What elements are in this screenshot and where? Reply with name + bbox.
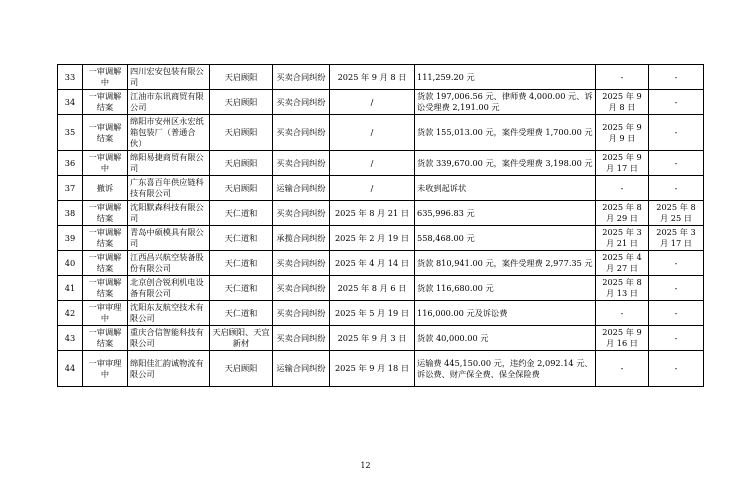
- filing-date: /: [330, 115, 415, 151]
- counterparty: 四川宏安包装有限公司: [128, 65, 210, 90]
- company-party: 天仁道和: [210, 226, 273, 251]
- case-status: 一审审理中: [83, 301, 128, 326]
- case-status: 一审审理中: [83, 351, 128, 387]
- company-party: 天启顾阳: [210, 151, 273, 176]
- counterparty: 绵阳易捷商贸有限公司: [128, 151, 210, 176]
- execution-date: -: [649, 326, 704, 351]
- case-number: 36: [58, 151, 83, 176]
- case-status: 一审调解中: [83, 151, 128, 176]
- execution-date: 2025 年 8 月 25 日: [649, 201, 704, 226]
- case-type: 买卖合同纠纷: [273, 201, 330, 226]
- case-type: 买卖合同纠纷: [273, 301, 330, 326]
- company-party: 天启顾阳、天宜新材: [210, 326, 273, 351]
- counterparty: 沈阳默森科技有限公司: [128, 201, 210, 226]
- judgment-date: 2025 年 8 月 13 日: [596, 276, 649, 301]
- execution-date: -: [649, 276, 704, 301]
- claim-amount: 未收到起诉状: [415, 176, 596, 201]
- case-number: 40: [58, 251, 83, 276]
- case-status: 一审调解结案: [83, 326, 128, 351]
- claim-amount: 558,468.00 元: [415, 226, 596, 251]
- filing-date: 2025 年 5 月 19 日: [330, 301, 415, 326]
- company-party: 天启顾阳: [210, 65, 273, 90]
- claim-amount: 111,259.20 元: [415, 65, 596, 90]
- judgment-date: 2025 年 8 月 29 日: [596, 201, 649, 226]
- claim-amount: 货款 40,000.00 元: [415, 326, 596, 351]
- case-type: 买卖合同纠纷: [273, 251, 330, 276]
- judgment-date: 2025 年 9 月 9 日: [596, 115, 649, 151]
- counterparty: 绵阳佳汇韵诚物流有限公司: [128, 351, 210, 387]
- case-number: 41: [58, 276, 83, 301]
- filing-date: /: [330, 90, 415, 115]
- table-row: [58, 226, 704, 251]
- judgment-date: -: [596, 176, 649, 201]
- table-row: [58, 65, 704, 90]
- case-number: 34: [58, 90, 83, 115]
- case-number: 42: [58, 301, 83, 326]
- case-status: 一审调解中: [83, 65, 128, 90]
- judgment-date: 2025 年 9 月 8 日: [596, 90, 649, 115]
- claim-amount: 116,000.00 元及诉讼费: [415, 301, 596, 326]
- case-type: 买卖合同纠纷: [273, 65, 330, 90]
- table-row: [58, 176, 704, 201]
- table-row: [58, 151, 704, 176]
- execution-date: -: [649, 65, 704, 90]
- judgment-date: -: [596, 301, 649, 326]
- case-number: 43: [58, 326, 83, 351]
- filing-date: 2025 年 8 月 6 日: [330, 276, 415, 301]
- case-type: 买卖合同纠纷: [273, 151, 330, 176]
- case-number: 38: [58, 201, 83, 226]
- case-status: 一审调解结案: [83, 251, 128, 276]
- claim-amount: 货款 116,680.00 元: [415, 276, 596, 301]
- counterparty: 江油市东讯商贸有限公司: [128, 90, 210, 115]
- case-number: 35: [58, 115, 83, 151]
- judgment-date: -: [596, 65, 649, 90]
- execution-date: -: [649, 115, 704, 151]
- filing-date: /: [330, 151, 415, 176]
- filing-date: 2025 年 8 月 21 日: [330, 201, 415, 226]
- counterparty: 重庆合信智能科技有限公司: [128, 326, 210, 351]
- counterparty: 广东喜百年供应链科技有限公司: [128, 176, 210, 201]
- case-type: 买卖合同纠纷: [273, 90, 330, 115]
- filing-date: 2025 年 9 月 3 日: [330, 326, 415, 351]
- judgment-date: 2025 年 9 月 17 日: [596, 151, 649, 176]
- counterparty: 江西昌兴航空装备股份有限公司: [128, 251, 210, 276]
- case-status: 撤诉: [83, 176, 128, 201]
- filing-date: 2025 年 4 月 14 日: [330, 251, 415, 276]
- case-number: 39: [58, 226, 83, 251]
- execution-date: -: [649, 176, 704, 201]
- counterparty: 绵阳市安州区永宏纸箱包装厂（普通合伙）: [128, 115, 210, 151]
- filing-date: /: [330, 176, 415, 201]
- judgment-date: 2025 年 3 月 21 日: [596, 226, 649, 251]
- judgment-date: -: [596, 351, 649, 387]
- case-status: 一审调解结案: [83, 90, 128, 115]
- table-row: [58, 326, 704, 351]
- filing-date: 2025 年 9 月 8 日: [330, 65, 415, 90]
- table-row: [58, 301, 704, 326]
- company-party: 天仁道和: [210, 251, 273, 276]
- execution-date: -: [649, 251, 704, 276]
- execution-date: 2025 年 3 月 17 日: [649, 226, 704, 251]
- company-party: 天仁道和: [210, 301, 273, 326]
- execution-date: -: [649, 151, 704, 176]
- company-party: 天启顾阳: [210, 90, 273, 115]
- company-party: 天仁道和: [210, 276, 273, 301]
- execution-date: -: [649, 90, 704, 115]
- case-number: 33: [58, 65, 83, 90]
- case-type: 买卖合同纠纷: [273, 115, 330, 151]
- litigation-table: [57, 64, 704, 387]
- case-type: 买卖合同纠纷: [273, 326, 330, 351]
- counterparty: 北京创合锐利机电设备有限公司: [128, 276, 210, 301]
- claim-amount: 货款 810,941.00 元，案件受理费 2,977.35 元: [415, 251, 596, 276]
- company-party: 天启顾阳: [210, 176, 273, 201]
- judgment-date: 2025 年 9 月 16 日: [596, 326, 649, 351]
- case-type: 运输合同纠纷: [273, 176, 330, 201]
- execution-date: -: [649, 351, 704, 387]
- claim-amount: 运输费 445,150.00 元，违约金 2,092.14 元、诉讼费、财产保全费、保全保险费: [415, 351, 596, 387]
- page-number: 12: [360, 461, 371, 470]
- claim-amount: 635,996.83 元: [415, 201, 596, 226]
- filing-date: 2025 年 9 月 18 日: [330, 351, 415, 387]
- case-status: 一审调解结案: [83, 201, 128, 226]
- judgment-date: 2025 年 4 月 27 日: [596, 251, 649, 276]
- filing-date: 2025 年 2 月 19 日: [330, 226, 415, 251]
- company-party: 天启顾阳: [210, 351, 273, 387]
- case-type: 买卖合同纠纷: [273, 276, 330, 301]
- case-status: 一审调解结案: [83, 226, 128, 251]
- case-status: 一审调解结案: [83, 115, 128, 151]
- case-number: 44: [58, 351, 83, 387]
- table-row: [58, 251, 704, 276]
- company-party: 天仁道和: [210, 201, 273, 226]
- table-row: [58, 201, 704, 226]
- table-row: [58, 90, 704, 115]
- case-status: 一审调解结案: [83, 276, 128, 301]
- counterparty: 沈阳东友航空技术有限公司: [128, 301, 210, 326]
- claim-amount: 货款 197,006.56 元、律师费 4,000.00 元、诉讼受理费 2,191.00 元: [415, 90, 596, 115]
- execution-date: -: [649, 301, 704, 326]
- claim-amount: 货款 155,013.00 元，案件受理费 1,700.00 元: [415, 115, 596, 151]
- case-type: 承揽合同纠纷: [273, 226, 330, 251]
- case-type: 运输合同纠纷: [273, 351, 330, 387]
- case-number: 37: [58, 176, 83, 201]
- table-row: [58, 276, 704, 301]
- company-party: 天启顾阳: [210, 115, 273, 151]
- table-body: [58, 65, 704, 387]
- table-row: [58, 351, 704, 387]
- counterparty: 青岛中硕模具有限公司: [128, 226, 210, 251]
- claim-amount: 货款 339,670.00 元，案件受理费 3,198.00 元: [415, 151, 596, 176]
- table-row: [58, 115, 704, 151]
